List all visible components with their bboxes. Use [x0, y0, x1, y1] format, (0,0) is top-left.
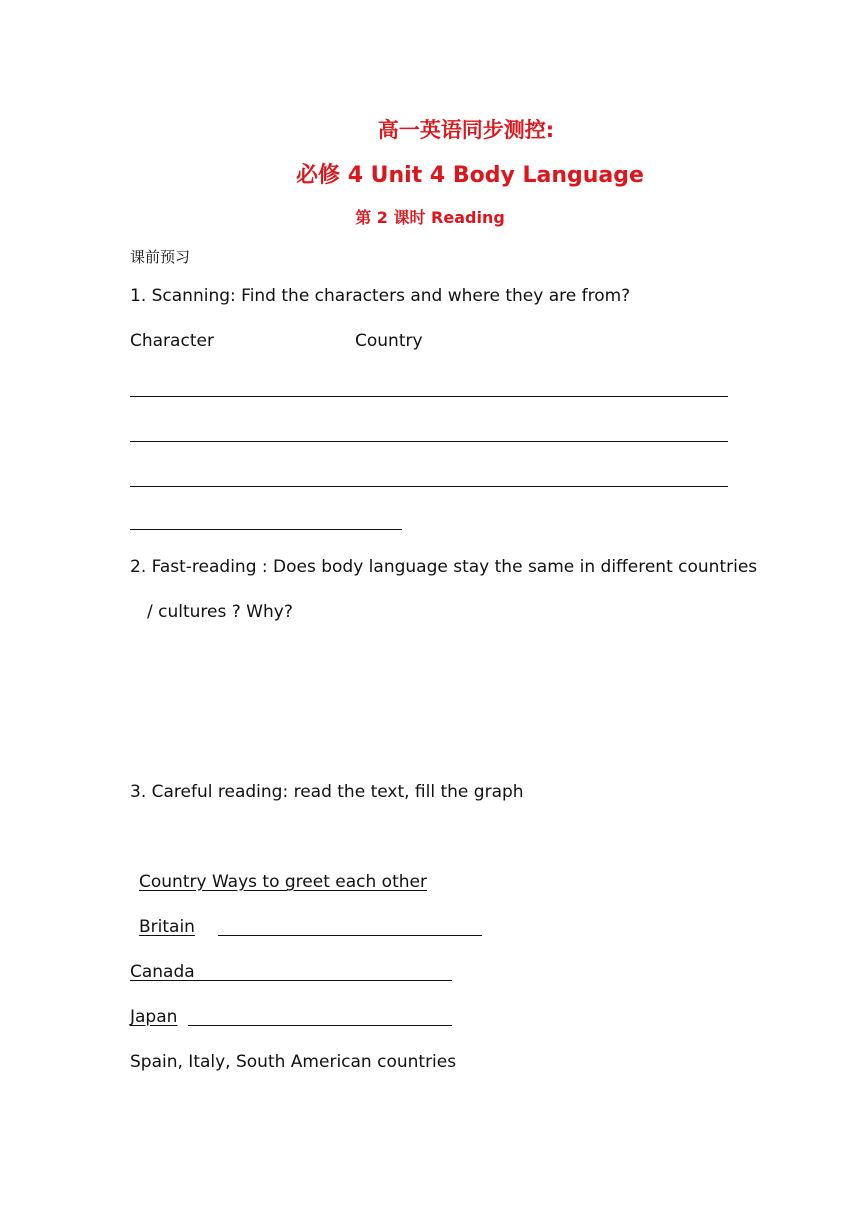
question-2-prompt: 2. Fast-reading : Does body language stay the same in different countries — [130, 557, 758, 577]
row-japan-label: Japan — [130, 1007, 178, 1027]
preview-label: 课前预习 — [130, 248, 191, 266]
row-japan-answer-line[interactable] — [188, 1025, 452, 1026]
answer-line[interactable] — [130, 396, 728, 397]
column-country-label: Country — [355, 331, 423, 351]
question-1-prompt: 1. Scanning: Find the characters and where they are from? — [130, 286, 631, 306]
unit-title: 必修 4 Unit 4 Body Language — [296, 163, 644, 188]
answer-line[interactable] — [130, 486, 728, 487]
lesson-title: 第 2 课时 Reading — [355, 208, 505, 227]
row-canada-label: Canada — [130, 962, 195, 982]
question-2-prompt-continued: / cultures ? Why? — [147, 602, 293, 622]
table-header: Country Ways to greet each other — [139, 872, 427, 892]
row-spain-italy-label: Spain, Italy, South American countries — [130, 1052, 457, 1072]
question-3-prompt: 3. Careful reading: read the text, fill the graph — [130, 782, 524, 802]
column-character-label: Character — [130, 331, 214, 351]
answer-line[interactable] — [130, 529, 402, 530]
row-britain-label: Britain — [139, 917, 195, 937]
row-britain-answer-line[interactable] — [218, 935, 482, 936]
document-title: 高一英语同步测控: — [377, 118, 555, 142]
answer-line[interactable] — [130, 441, 728, 442]
row-canada-answer-line[interactable] — [188, 980, 452, 981]
